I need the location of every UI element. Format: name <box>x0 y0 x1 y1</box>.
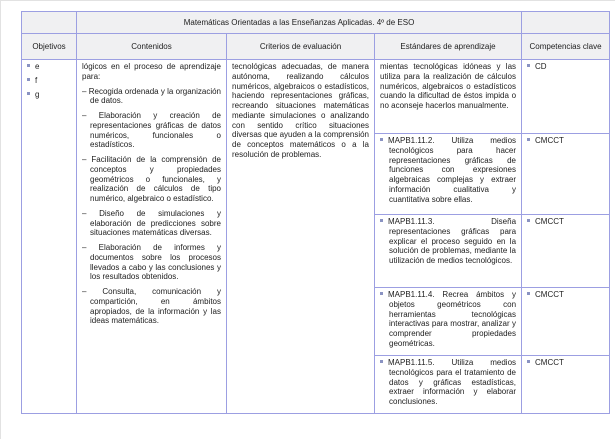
column-header-competencias: Competencias clave <box>522 34 610 60</box>
table-title: Matemáticas Orientadas a las Enseñanzas Aplicadas. 4º de ESO <box>77 12 522 34</box>
estandar-text: MAPB1.11.4. Recrea ámbitos y objetos geométricos con herramientas tecnológicas interactivas para mostrar, analizar y comprender propiedades geométricas. <box>388 290 517 348</box>
list-item <box>82 243 221 282</box>
column-header-objetivos: Objetivos <box>22 34 77 60</box>
table-row <box>22 60 610 134</box>
contenido-text: Elaboración de informes y documentos sobre los procesos llevados a cabo y las conclusiones y los resultados obtenidos. <box>90 243 221 282</box>
list-item <box>527 358 604 368</box>
contenidos-intro: lógicos en el proceso de aprendizaje para: <box>82 62 221 81</box>
list-item <box>527 136 604 146</box>
table-header-row <box>22 34 610 60</box>
list-item <box>380 217 516 266</box>
competencia-cell <box>522 356 610 414</box>
list-item <box>82 209 221 238</box>
list-item <box>27 76 71 86</box>
square-bullet-icon <box>380 138 383 141</box>
estandar-text: MAPB1.11.2. Utiliza medios tecnológicos para hacer representaciones gráficas de funciones con expresiones algebraicas complejas y extraer información cualitativa y cuantitativa sobre ellas. <box>388 136 517 204</box>
list-item <box>527 217 604 227</box>
competencia-label: CMCCT <box>535 136 564 145</box>
estandar-cell <box>375 288 522 356</box>
competencia-label: CMCCT <box>535 290 564 299</box>
list-item <box>527 62 604 72</box>
competencia-cell <box>522 288 610 356</box>
column-header-estandares: Estándares de aprendizaje <box>375 34 522 60</box>
dash-marker: – <box>82 208 87 218</box>
contenido-text: Diseño de simulaciones y elaboración de predicciones sobre situaciones matemáticas diversas. <box>90 208 221 238</box>
competencia-label: CMCCT <box>535 217 564 226</box>
list-item <box>380 358 516 407</box>
dash-marker: – <box>82 155 87 164</box>
contenido-text: Elaboración y creación de representaciones gráficas de datos numéricos, funcionales o estadísticos. <box>90 111 221 150</box>
square-bullet-icon <box>380 219 383 222</box>
contenido-text: Facilitación de la comprensión de conceptos y propiedades geométricos o funcionales, y realización de cálculos de tipo numérico, algebraico o estadístico. <box>90 155 221 203</box>
list-item <box>82 155 221 204</box>
title-row-right-spacer <box>522 12 610 34</box>
list-item <box>82 87 221 107</box>
dash-marker: – <box>82 111 87 120</box>
square-bullet-icon <box>380 360 383 363</box>
list-item <box>82 287 221 326</box>
square-bullet-icon <box>527 219 530 222</box>
competencia-cell <box>522 134 610 215</box>
square-bullet-icon <box>27 78 30 81</box>
list-item <box>380 290 516 349</box>
dash-marker: – <box>82 243 87 252</box>
competencia-label: CD <box>535 62 547 71</box>
list-item <box>27 62 71 72</box>
dash-marker: – <box>82 287 87 296</box>
title-row-left-spacer <box>22 12 77 34</box>
objetivos-cell <box>22 60 77 414</box>
contenido-text: Consulta, comunicación y compartición, en ámbitos apropiados, de la información y las ideas matemáticas. <box>90 287 221 326</box>
dash-marker: – <box>82 86 87 96</box>
contenido-text: Recogida ordenada y la organización de datos. <box>88 86 221 106</box>
estandar-cell <box>375 60 522 134</box>
estandar-text: mientas tecnológicas idóneas y las utiliza para la realización de cálculos numéricos, algebraicos o estadísticos cuando la dificultad de éstos impida o no aconseje hacerlos manualmente. <box>380 62 517 110</box>
square-bullet-icon <box>380 292 383 295</box>
square-bullet-icon <box>527 138 530 141</box>
square-bullet-icon <box>527 64 530 67</box>
criterio-text: tecnológicas adecuadas, de manera autónoma, realizando cálculos numéricos, algebraicos o estadísticos, haciendo representaciones gráficas, recreando situaciones matemáticas mediante simulaciones o analizando con sentido crítico situaciones diversas que ayuden a la comprensión de conceptos matemáticos o a la resolución de problemas. <box>232 62 369 159</box>
competencia-cell <box>522 60 610 134</box>
competencia-cell <box>522 215 610 288</box>
column-header-contenidos: Contenidos <box>77 34 227 60</box>
objetivo-label: g <box>35 89 40 99</box>
list-item <box>380 136 516 204</box>
criterios-cell <box>227 60 375 414</box>
estandar-cell <box>375 356 522 414</box>
estandar-cell <box>375 215 522 288</box>
column-header-criterios: Criterios de evaluación <box>227 34 375 60</box>
estandar-text: MAPB1.11.3. Diseña representaciones gráficas para explicar el proceso seguido en la solución de problemas, mediante la utilización de medios tecnológicos. <box>388 217 517 265</box>
square-bullet-icon <box>27 64 30 67</box>
table-title-row <box>22 12 610 34</box>
estandar-cell <box>375 134 522 215</box>
contenidos-cell <box>77 60 227 414</box>
objetivo-label: f <box>35 75 38 85</box>
objetivo-label: e <box>35 62 40 71</box>
list-item <box>27 90 71 100</box>
list-item <box>82 111 221 150</box>
square-bullet-icon <box>27 92 30 95</box>
square-bullet-icon <box>527 292 530 295</box>
list-item <box>527 290 604 300</box>
curriculum-table <box>21 11 610 414</box>
square-bullet-icon <box>527 360 530 363</box>
estandar-text: MAPB1.11.5. Utiliza medios tecnológicos para el tratamiento de datos y gráficas estadísticas, extraer información y elaborar conclusiones. <box>388 358 517 406</box>
competencia-label: CMCCT <box>535 358 564 367</box>
